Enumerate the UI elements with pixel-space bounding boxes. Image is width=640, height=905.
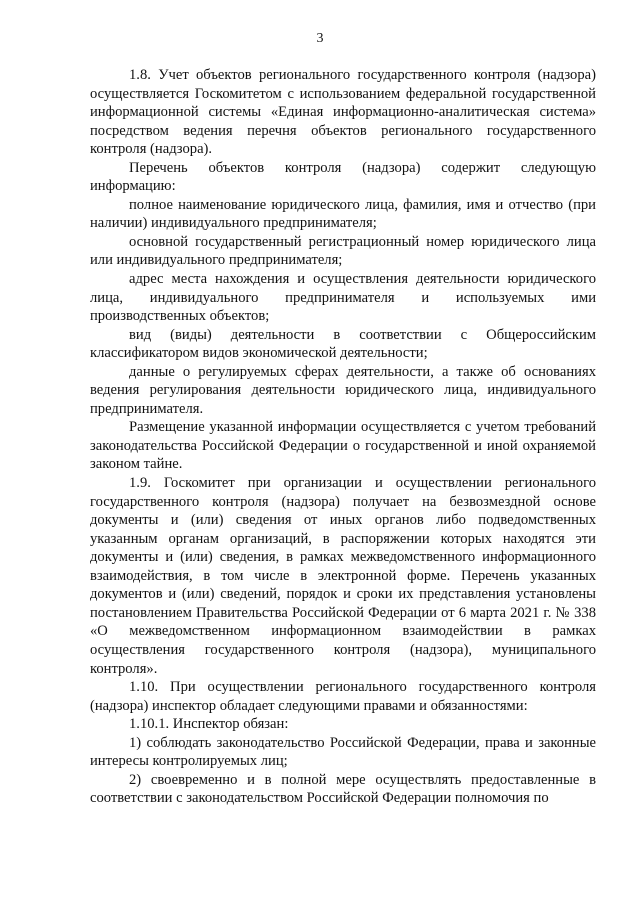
list-item-address: адрес места нахождения и осуществления деятельности юридического лица, индивидуального предпринимателя и используемых ими производственных объектов;	[90, 271, 596, 325]
paragraph-1-9: 1.9. Госкомитет при организации и осуществлении регионального государственного контроля (надзора) получает на безвозмездной основе документы и (или) сведения от иных органов либо подведомственных указанным органам организаций, в распоряжении которых находятся эти документы и (или) сведения, в рамках межведомственного информационного взаимодействия, в том числе в электронной форме. Перечень указанных документов и (или) сведений, порядок и сроки их представления установлены постановлением Правительства Российской Федерации от 6 марта 2021 г. № 338 «О межведомственном информационном взаимодействии в рамках осуществления государственного контроля (надзора), муниципального контроля».	[90, 475, 596, 677]
paragraph-1-10: 1.10. При осуществлении регионального государственного контроля (надзора) инспектор обладает следующими правами и обязанностями:	[90, 679, 596, 714]
list-item-full-name: полное наименование юридического лица, фамилия, имя и отчество (при наличии) индивидуального предпринимателя;	[90, 196, 596, 232]
document-body	[90, 66, 596, 808]
list-item-regulated-spheres: данные о регулируемых сферах деятельности, а также об основаниях ведения регулирования деятельности юридического лица, индивидуального предпринимателя.	[90, 363, 596, 417]
list-item-registration-number: основной государственный регистрационный номер юридического лица или индивидуального предпринимателя;	[90, 233, 596, 269]
page-number: 3	[316, 31, 324, 46]
paragraph-1-10-1: 1.10.1. Инспектор обязан:	[129, 716, 289, 733]
paragraph-information-placement: Размещение указанной информации осуществляется с учетом требований законодательства Российской Федерации о государственной и иной охраняемой законом тайне.	[90, 419, 596, 473]
duty-item-2: 2) своевременно и в полной мере осуществлять предоставленные в соответствии с законодательством Российской Федерации полномочия по	[90, 771, 596, 807]
paragraph-1-8: 1.8. Учет объектов регионального государственного контроля (надзора) осуществляется Госкомитетом с использованием федеральной государственной информационной системы «Единая информационно-аналитическая система» посредством ведения перечня объектов регионального государственного контроля (надзора).	[90, 67, 596, 158]
paragraph-object-list-intro: Перечень объектов контроля (надзора) содержит следующую информацию:	[90, 159, 596, 195]
list-item-activity-type: вид (виды) деятельности в соответствии с Общероссийским классификатором видов экономической деятельности;	[90, 326, 596, 362]
duty-item-1: 1) соблюдать законодательство Российской Федерации, права и законные интересы контролируемых лиц;	[90, 734, 596, 770]
